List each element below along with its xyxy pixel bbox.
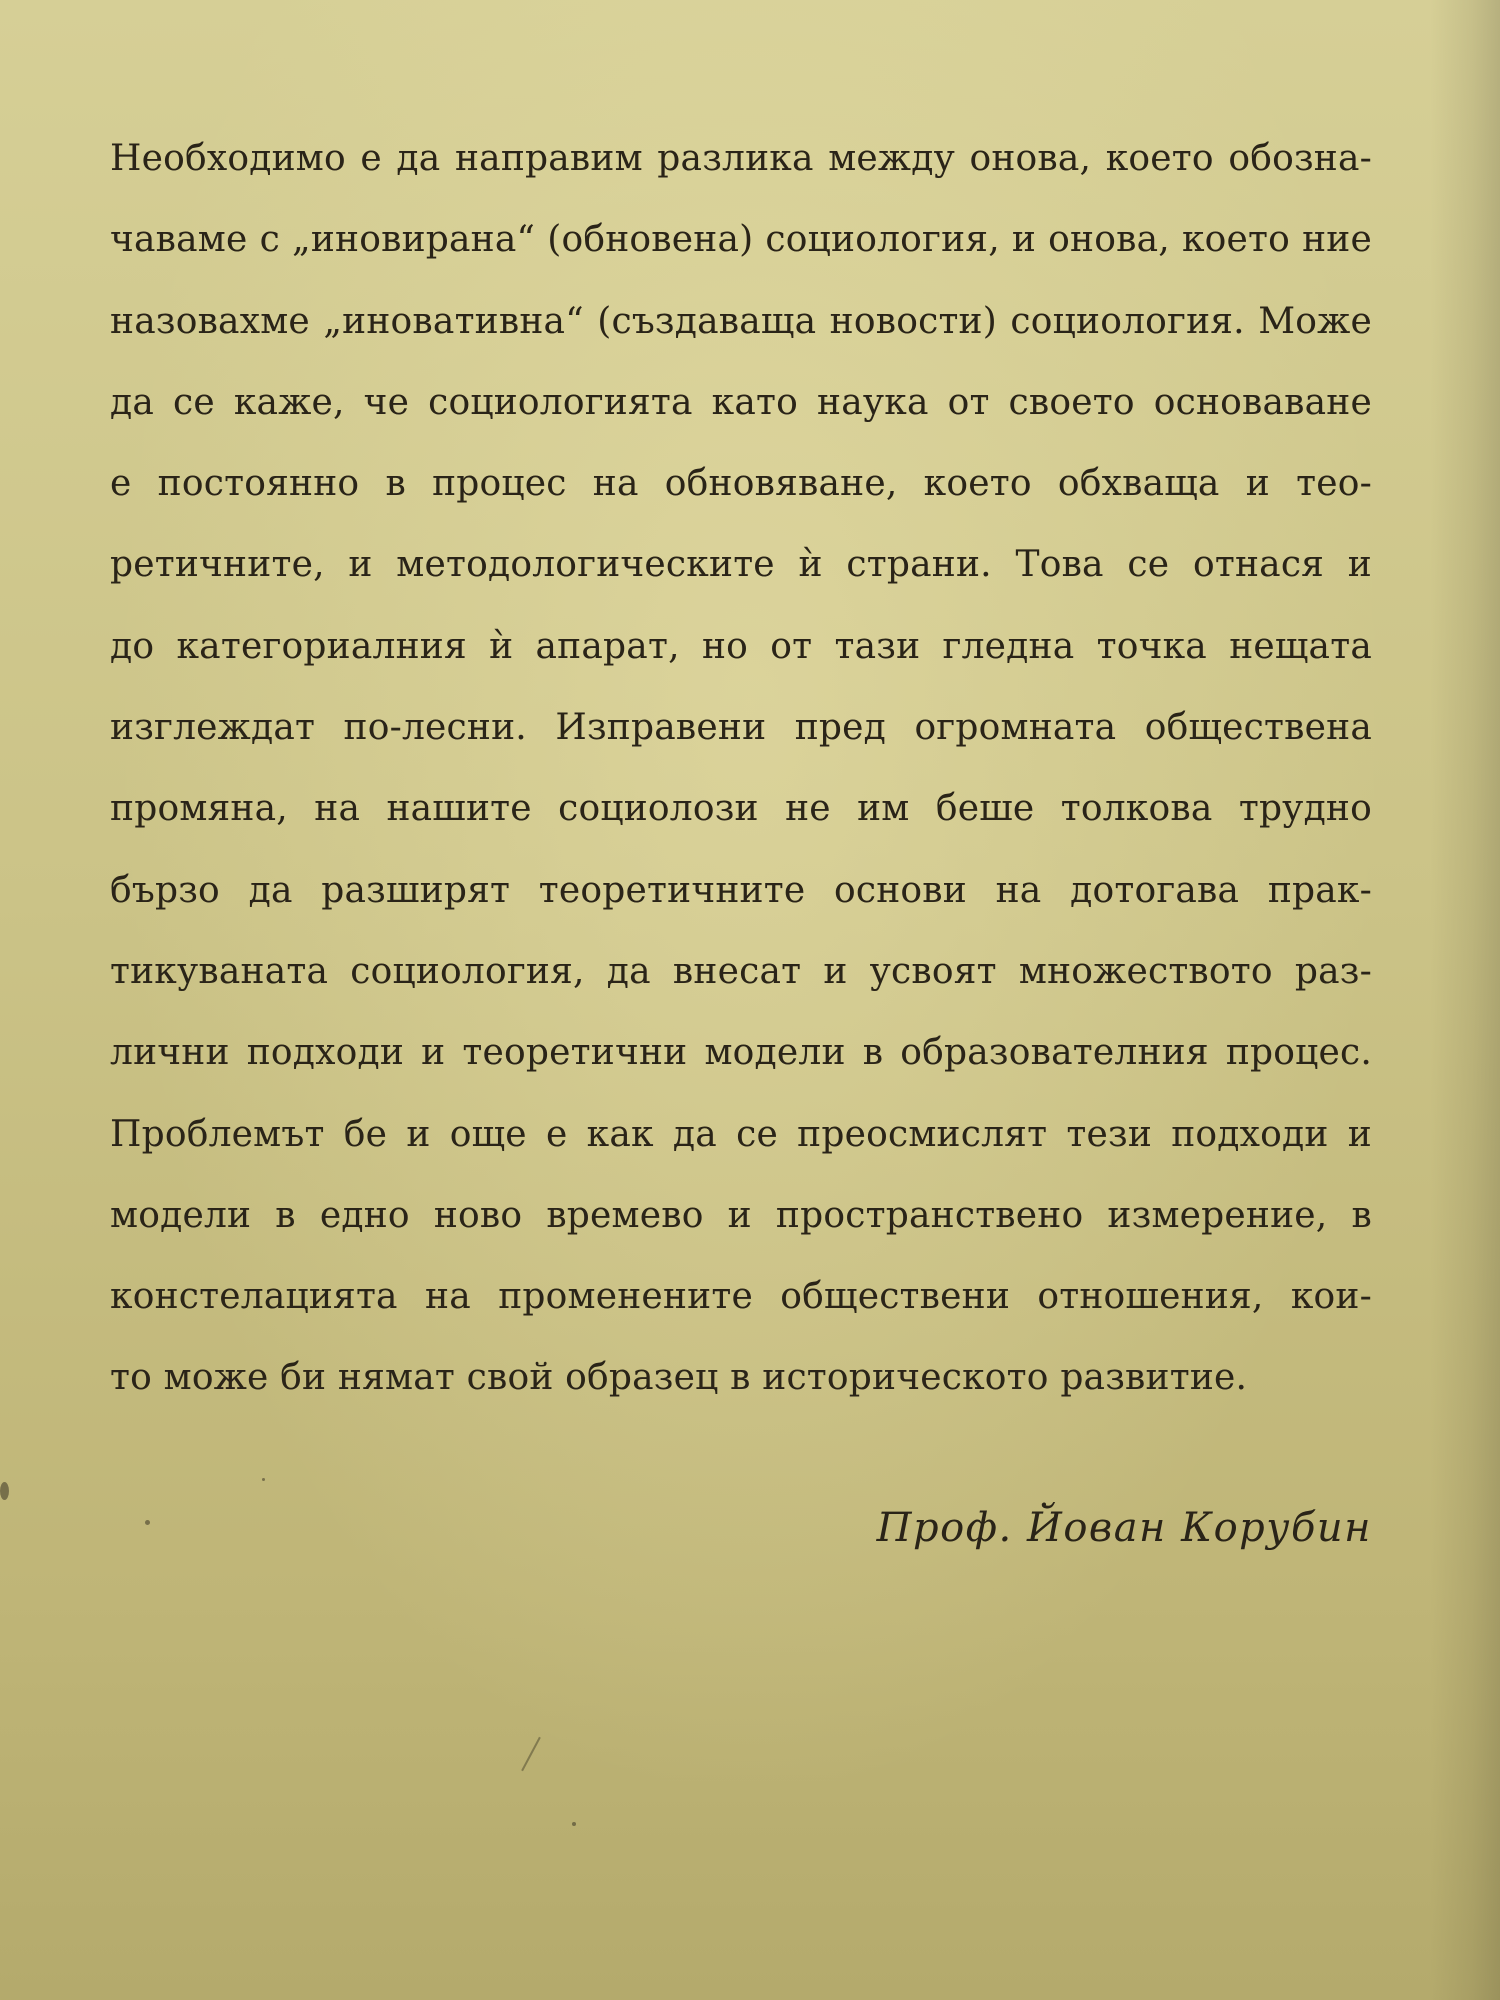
paragraph-line: чаваме с „иновирана“ (обновена) социология, и онова, което ние <box>110 219 1372 261</box>
body-paragraph <box>110 118 1372 1419</box>
paragraph-line: констелацията на променените обществени отношения, кои- <box>110 1276 1372 1318</box>
paragraph-line: лични подходи и теоретични модели в образователния процес. <box>110 1032 1372 1074</box>
paper-speck <box>572 1822 576 1826</box>
paragraph-line: изглеждат по-лесни. Изправени пред огромната обществена <box>110 707 1372 749</box>
paper-speck <box>0 1482 9 1500</box>
paragraph-line: ретичните, и методологическите ѝ страни. Това се отнася и <box>110 544 1372 586</box>
paragraph-line: да се каже, че социологията като наука от своето основаване <box>110 381 1372 423</box>
paragraph-line: е постоянно в процес на обновяване, което обхваща и тео- <box>110 463 1372 505</box>
paragraph-line: промяна, на нашите социолози не им беше толкова трудно <box>110 788 1372 830</box>
paragraph-line: до категориалния ѝ апарат, но от тази гледна точка нещата <box>110 625 1372 667</box>
paragraph-line: тикуваната социология, да внесат и усвоят множеството раз- <box>110 950 1372 992</box>
paragraph-line: то може би нямат свой образец в историческото развитие. <box>110 1357 1248 1399</box>
paper-scratch <box>521 1737 541 1771</box>
author-signature: Проф. Йован Корубин <box>876 1505 1372 1551</box>
paragraph-line: назовахме „иновативна“ (създаваща новости) социология. Може <box>110 300 1372 342</box>
paragraph-line: бързо да разширят теоретичните основи на дотогава прак- <box>110 869 1372 911</box>
paper-speck <box>145 1520 150 1525</box>
paragraph-line: Необходимо е да направим разлика между онова, което обозна- <box>110 138 1372 179</box>
paper-speck <box>262 1478 265 1481</box>
page-edge-shadow <box>1430 0 1500 2000</box>
paragraph-line: Проблемът бе и още е как да се преосмислят тези подходи и <box>110 1113 1372 1155</box>
paragraph-line: модели в едно ново времево и пространствено измерение, в <box>110 1194 1372 1236</box>
